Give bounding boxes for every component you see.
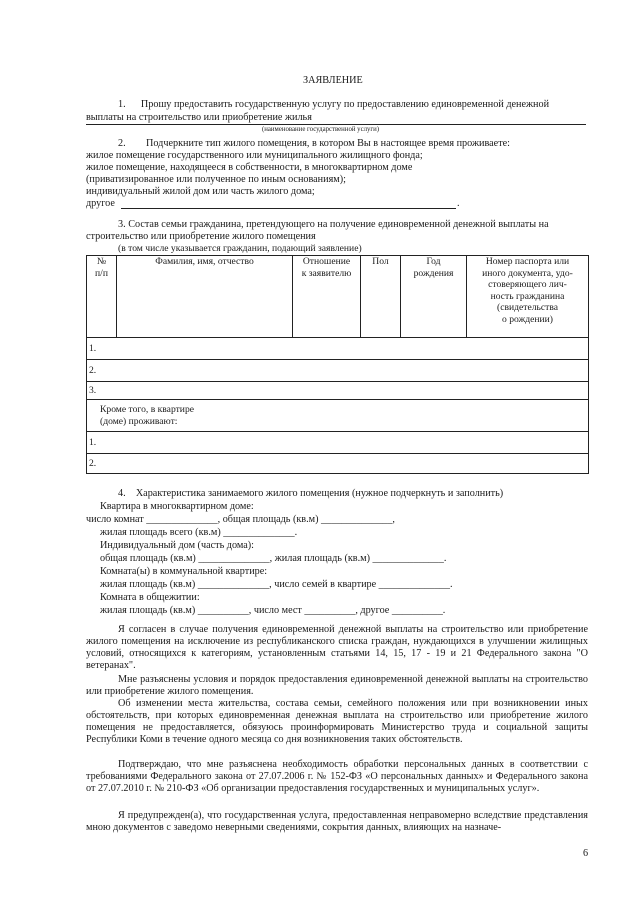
row-1[interactable]: 1. <box>87 338 589 360</box>
explained-paragraph: Мне разъяснены условия и порядок предоставления единовременной денежной выплаты на строительство или приобретение жилого помещения. <box>86 674 588 697</box>
header-relation: Отношение к заявителю <box>293 256 361 338</box>
table-header-row <box>87 256 589 338</box>
header-full-name: Фамилия, имя, отчество <box>117 256 293 338</box>
apt-line1[interactable]: число комнат ______________, общая площадь (кв.м) ______________, <box>86 514 395 525</box>
comm-line[interactable]: жилая площадь (кв.м) ______________, число семей в квартире ______________. <box>100 579 453 590</box>
header-sex: Пол <box>361 256 401 338</box>
p2-line1: 2. Подчеркните тип жилого помещения, в котором Вы в настоящее время проживаете: <box>118 138 511 149</box>
also-living-cell: Кроме того, в квартире (доме) проживают: <box>87 400 589 432</box>
document-title: ЗАЯВЛЕНИЕ <box>303 75 363 86</box>
header-number: № п/п <box>87 256 117 338</box>
p2-option-1: жилое помещение государственного или муниципального жилищного фонда; <box>86 150 423 161</box>
p1-line2: выплаты на строительство или приобретение жилья <box>86 112 312 123</box>
table-row[interactable] <box>87 454 589 474</box>
p2-option-4: индивидуальный жилой дом или часть жилого дома; <box>86 186 315 197</box>
personal-data-paragraph: Подтверждаю, что мне разъяснена необходимость обработки персональных данных в соответствии с требованиями Федерального закона от 27.07.2006 г. № 152-ФЗ «О персональных данных» и Федерального закона от 27.07.2010 г. № 210-ФЗ «Об организации предоставления государственных и муниципальных услуг». <box>86 759 588 794</box>
header-birth-year: Год рождения <box>401 256 467 338</box>
p4-heading: 4. Характеристика занимаемого жилого помещения (нужное подчеркнуть и заполнить) <box>118 488 504 499</box>
p2-other-end: . <box>457 198 460 209</box>
other-input-line[interactable] <box>121 208 456 209</box>
dorm-title: Комната в общежитии: <box>100 592 200 603</box>
p2-option-3: (приватизированное или полученное по иным основаниям); <box>86 174 346 185</box>
obligation-paragraph: Об изменении места жительства, состава семьи, семейного положения или при возникновении иных обстоятельств, при которых единовременная денежная выплата на строительство или приобретение жилого помещения не предоставляется, обязуюсь проинформировать Министерство труда и социальной защиты Республики Коми в течение одного месяца со дня возникновения таких обстоятельств. <box>86 698 588 745</box>
header-document: Номер паспорта или иного документа, удо- стоверяющего лич- ность гражданина (свидетельства о рождении) <box>467 256 589 338</box>
consent-paragraph: Я согласен в случае получения единовременной денежной выплаты на строительство или приобретение жилого помещения на исключение из республиканского списка граждан, нуждающихся в улучшении жилищных условий, относящихся к категориям, установленным статьями 14, 15, 17 - 19 и 21 Федерального закона "О ветеранах". <box>86 624 588 671</box>
apt-line2[interactable]: жилая площадь всего (кв.м) ______________. <box>100 527 298 538</box>
p1-underline <box>86 124 586 125</box>
row2-2[interactable]: 2. <box>87 454 589 474</box>
p1-caption: (наименование государственной услуги) <box>262 126 380 133</box>
p3-line2: строительство или приобретение жилого помещения <box>86 231 316 242</box>
row2-1[interactable]: 1. <box>87 432 589 454</box>
p2-option-2: жилое помещение, находящееся в собственности, в многоквартирном доме <box>86 162 413 173</box>
table-row[interactable] <box>87 360 589 382</box>
house-title: Индивидуальный дом (часть дома): <box>100 540 254 551</box>
family-table <box>86 255 589 474</box>
page-number: 6 <box>583 848 589 859</box>
comm-title: Комната(ы) в коммунальной квартире: <box>100 566 268 577</box>
p3-line1: 3. Состав семьи гражданина, претендующего на получение единовременной денежной выплаты на <box>118 219 549 230</box>
also-living-row <box>87 400 589 432</box>
p2-option-5: другое <box>86 198 115 209</box>
p3-line3: (в том числе указывается гражданин, подающий заявление) <box>118 243 362 254</box>
row-3[interactable]: 3. <box>87 382 589 400</box>
p1-line1: 1. Прошу предоставить государственную услугу по предоставлению единовременной денежной <box>118 99 550 110</box>
dorm-line[interactable]: жилая площадь (кв.м) __________, число мест __________, другое __________. <box>100 605 446 616</box>
house-line[interactable]: общая площадь (кв.м) ______________, жилая площадь (кв.м) ______________. <box>100 553 447 564</box>
row-2[interactable]: 2. <box>87 360 589 382</box>
table-row[interactable] <box>87 382 589 400</box>
table-row[interactable] <box>87 432 589 454</box>
warned-paragraph: Я предупрежден(а), что государственная услуга, предоставленная неправомерно вследствие представления мною документов с заведомо неверными сведениями, сокрытия данных, влияющих на назначе- <box>86 810 588 833</box>
table-row[interactable] <box>87 338 589 360</box>
apt-title: Квартира в многоквартирном доме: <box>100 501 254 512</box>
